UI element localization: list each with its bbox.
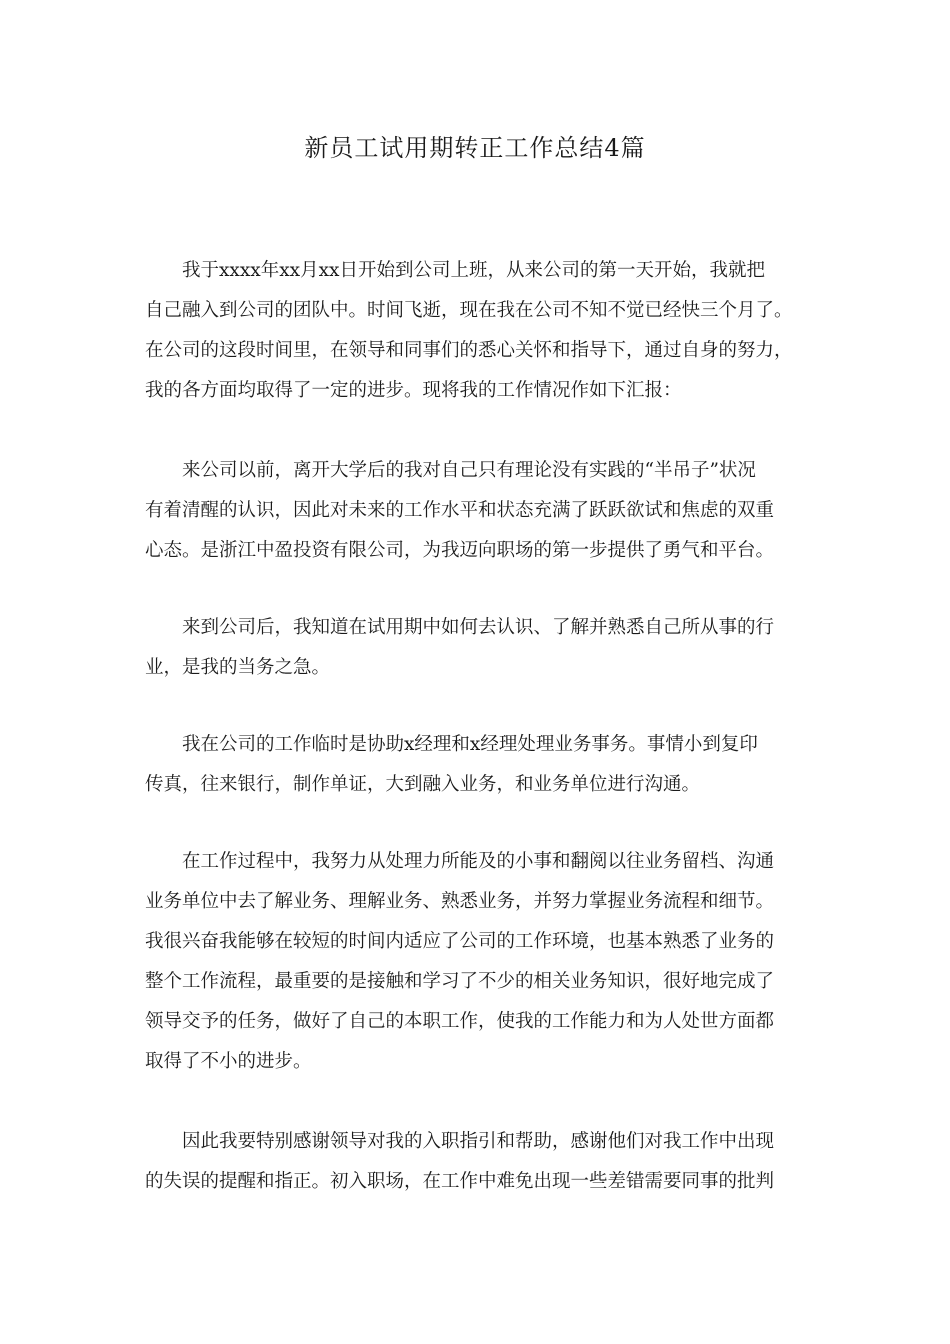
paragraph-line: 领导交予的任务，做好了自己的本职工作，使我的工作能力和为人处世方面都 bbox=[145, 1011, 775, 1032]
paragraph-line: 在工作过程中，我努力从处理力所能及的小事和翻阅以往业务留档、沟通 bbox=[182, 851, 775, 872]
paragraph-line: 业务单位中去了解业务、理解业务、熟悉业务，并努力掌握业务流程和细节。 bbox=[145, 891, 775, 912]
paragraph-line: 来到公司后，我知道在试用期中如何去认识、了解并熟悉自己所从事的行 bbox=[182, 617, 775, 638]
paragraph-3 bbox=[145, 608, 815, 688]
paragraph-4 bbox=[145, 725, 815, 805]
document-title: 新员工试用期转正工作总结4篇 bbox=[304, 134, 646, 162]
paragraph-line: 我很兴奋我能够在较短的时间内适应了公司的工作环境，也基本熟悉了业务的 bbox=[145, 931, 775, 952]
paragraph-line: 我在公司的工作临时是协助x经理和x经理处理业务事务。事情小到复印 bbox=[182, 734, 758, 755]
paragraph-line: 自己融入到公司的团队中。时间飞逝，现在我在公司不知不觉已经快三个月了。 bbox=[145, 300, 793, 321]
paragraph-6 bbox=[145, 1122, 815, 1202]
paragraph-line: 来公司以前，离开大学后的我对自己只有理论没有实践的“半吊子”状况 bbox=[182, 460, 756, 481]
paragraph-line: 传真，往来银行，制作单证，大到融入业务，和业务单位进行沟通。 bbox=[145, 774, 701, 795]
paragraph-line: 整个工作流程，最重要的是接触和学习了不少的相关业务知识，很好地完成了 bbox=[145, 971, 775, 992]
paragraph-line: 我的各方面均取得了一定的进步。现将我的工作情况作如下汇报： bbox=[145, 380, 682, 401]
paragraph-line: 因此我要特别感谢领导对我的入职指引和帮助，感谢他们对我工作中出现 bbox=[182, 1131, 775, 1152]
paragraph-1 bbox=[145, 251, 815, 411]
paragraph-line: 的失误的提醒和指正。初入职场，在工作中难免出现一些差错需要同事的批判 bbox=[145, 1171, 775, 1192]
paragraph-line: 心态。是浙江中盈投资有限公司，为我迈向职场的第一步提供了勇气和平台。 bbox=[145, 540, 775, 561]
paragraph-line: 取得了不小的进步。 bbox=[145, 1051, 312, 1072]
paragraph-line: 在公司的这段时间里，在领导和同事们的悉心关怀和指导下，通过自身的努力， bbox=[145, 340, 793, 361]
paragraph-line: 业，是我的当务之急。 bbox=[145, 657, 331, 678]
paragraph-line: 我于xxxx年xx月xx日开始到公司上班，从来公司的第一天开始，我就把 bbox=[182, 260, 765, 281]
paragraph-2 bbox=[145, 451, 815, 571]
paragraph-5 bbox=[145, 842, 815, 1082]
paragraph-line: 有着清醒的认识，因此对未来的工作水平和状态充满了跃跃欲试和焦虑的双重 bbox=[145, 500, 775, 521]
